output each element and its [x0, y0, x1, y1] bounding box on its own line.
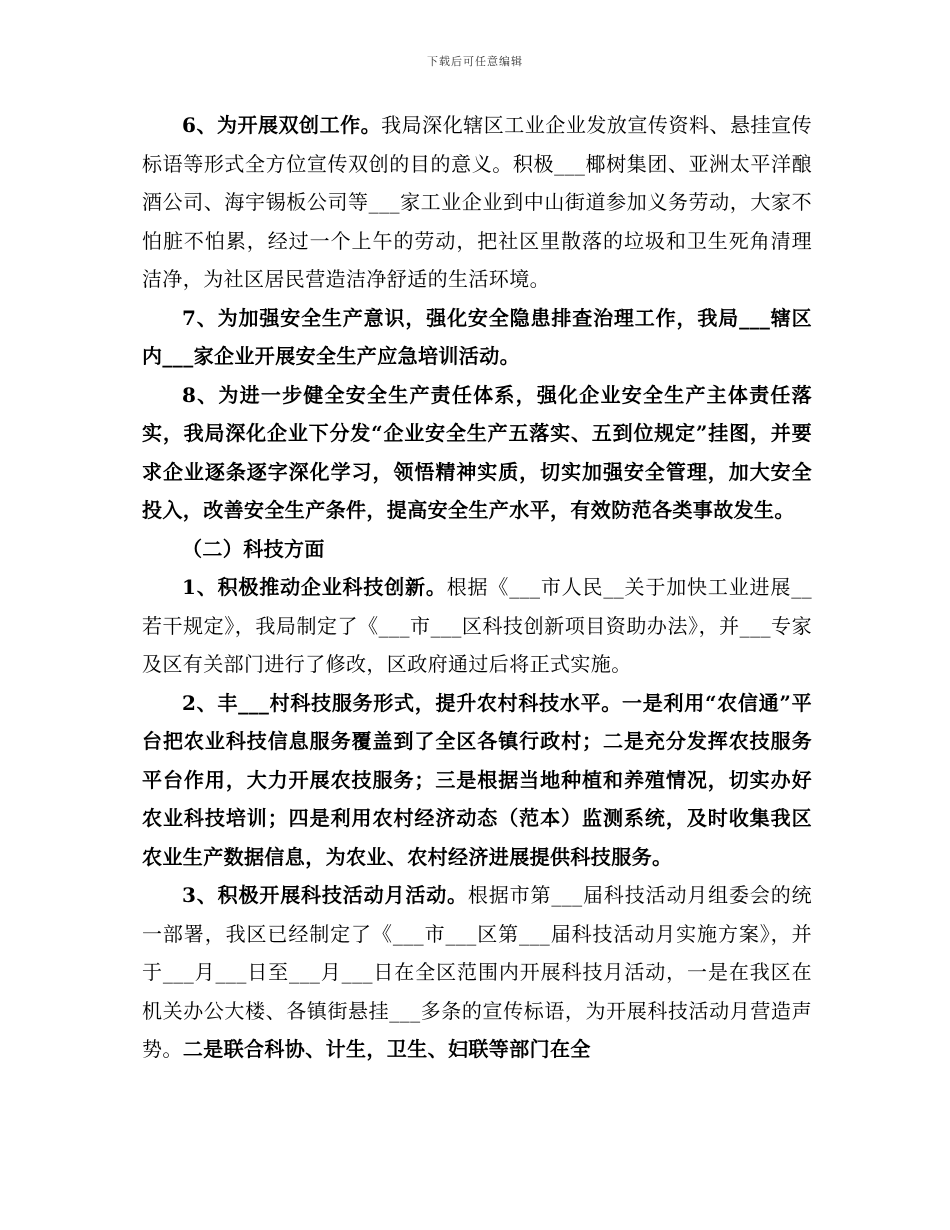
section-heading-technology	[142, 530, 812, 569]
paragraph-tech-3	[142, 876, 812, 1069]
paragraph-item-8	[142, 376, 812, 530]
paragraph-item-7	[142, 299, 812, 376]
paragraph-lead: 7、为加强安全生产意识，强化安全隐患排查治理工作，我局___辖区内___家企业开展安全生产应急培训活动。	[142, 305, 812, 368]
document-body	[142, 106, 812, 1069]
paragraph-tech-2	[142, 684, 812, 877]
paragraph-lead: 8、为进一步健全安全生产责任体系，强化企业安全生产主体责任落实，我局深化企业下分发“企业安全生产五落实、五到位规定”挂图，并要求企业逐条逐字深化学习，领悟精神实质，切实加强安全管理，加大安全投入，改善安全生产条件，提高安全生产水平，有效防范各类事故发生。	[142, 382, 812, 522]
paragraph-lead: 3、积极开展科技活动月活动。	[182, 883, 468, 907]
paragraph-text: 我局深化辖区工业企业发放宣传资料、悬挂宣传标语等形式全方位宣传双创的目的意义。积极___椰树集团、亚洲太平洋酿酒公司、海宇锡板公司等___家工业企业到中山街道参加义务劳动，大家不怕脏不怕累，经过一个上午的劳动，把社区里散落的垃圾和卫生死角清理洁净，为社区居民营造洁净舒适的生活环境。	[142, 113, 812, 291]
paragraph-item-6	[142, 106, 812, 299]
paragraph-text: 根据市第___届科技活动月组委会的统一部署，我区已经制定了《___市___区第___届科技活动月实施方案》，并于___月___日至___月___日在全区范围内开展科技月活动，一是在我区在机关办公大楼、各镇街悬挂___多条的宣传标语，为开展科技活动月营造声势。	[142, 883, 812, 1061]
paragraph-lead: 1、积极推动企业科技创新。	[182, 575, 447, 599]
paragraph-tech-1	[142, 568, 812, 684]
paragraph-tail: 二是联合科协、计生，卫生、妇联等部门在全	[182, 1037, 591, 1061]
page-header-note: 下载后可任意编辑	[427, 55, 523, 68]
section-heading: （二）科技方面	[182, 536, 325, 561]
paragraph-text: 根据《___市人民__关于加快工业进展__若干规定》，我局制定了《___市___区科技创新项目资助办法》，并___专家及区有关部门进行了修改，区政府通过后将正式实施。	[142, 575, 812, 676]
paragraph-lead: 2、丰___村科技服务形式，提升农村科技水平。一是利用“农信通”平台把农业科技信息服务覆盖到了全区各镇行政村；二是充分发挥农技服务平台作用，大力开展农技服务；三是根据当地种植和养殖情况，切实办好农业科技培训；四是利用农村经济动态（范本）监测系统，及时收集我区农业生产数据信息，为农业、农村经济进展提供科技服务。	[142, 690, 812, 869]
paragraph-lead: 6、为开展双创工作。	[182, 113, 382, 137]
